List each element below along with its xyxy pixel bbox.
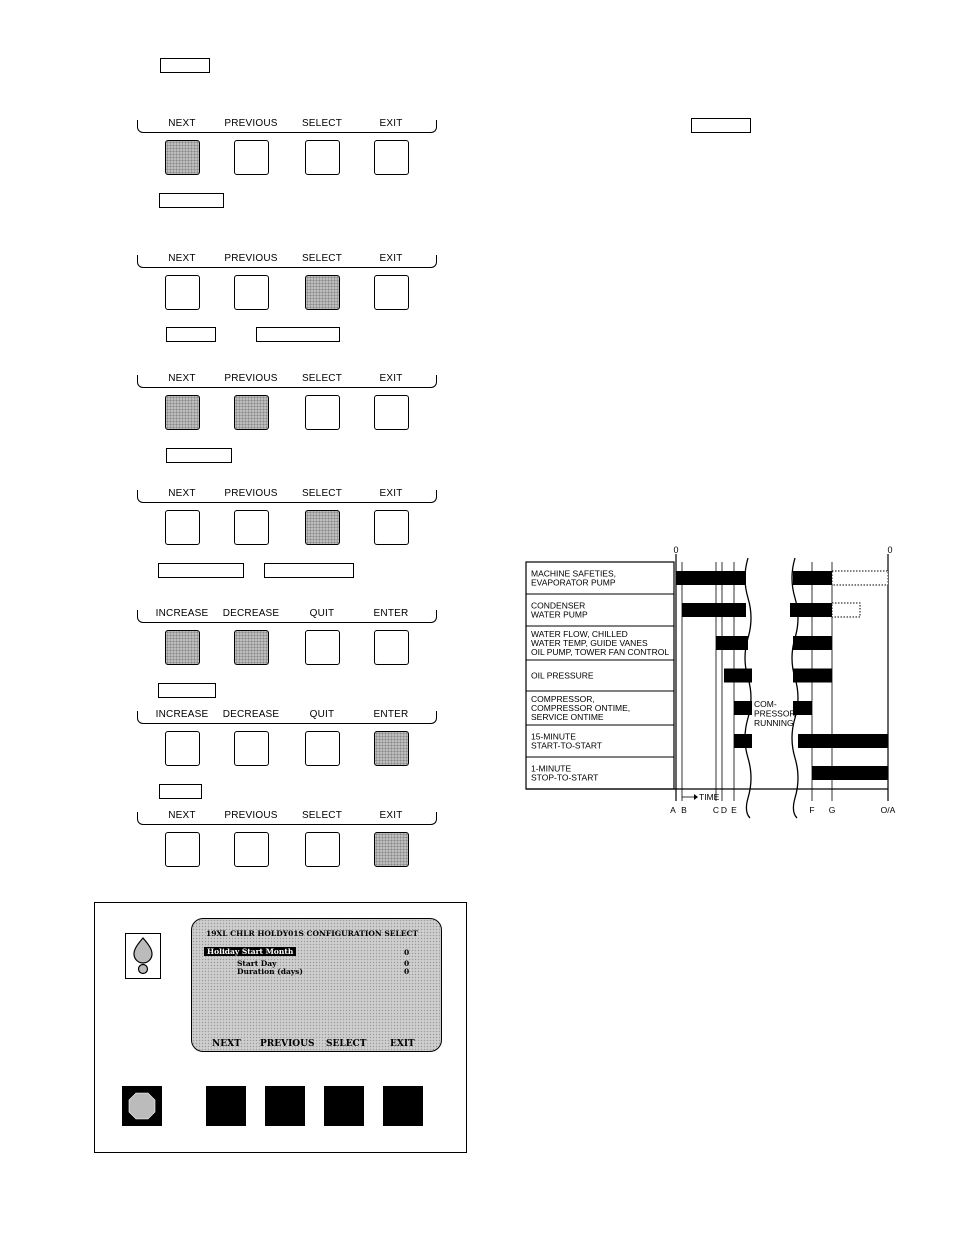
bar — [793, 636, 832, 650]
key-exit-button[interactable] — [374, 832, 409, 867]
key-quit-button[interactable] — [305, 630, 340, 665]
key-previous-button[interactable] — [234, 140, 269, 175]
key-increase-button[interactable] — [165, 731, 200, 766]
key-select-button[interactable] — [305, 395, 340, 430]
key-next-button[interactable] — [165, 510, 200, 545]
keypad-panel — [137, 610, 437, 675]
break-line — [745, 558, 751, 818]
lcd-screen — [191, 918, 442, 1052]
bar — [734, 734, 752, 748]
lcd-softkey-label: PREVIOUS — [260, 1039, 315, 1049]
key-previous-button[interactable] — [234, 510, 269, 545]
row-label: MACHINE SAFETIES, — [531, 568, 617, 579]
lcd-display-panel — [94, 902, 467, 1153]
bar-dotted — [832, 603, 860, 617]
row-label: 15-MINUTE — [531, 731, 576, 742]
top-label: 0 — [673, 545, 679, 555]
key-exit-button[interactable] — [374, 395, 409, 430]
lcd-row-label: Start Day — [237, 959, 277, 968]
key-next-button[interactable] — [165, 832, 200, 867]
key-label: ENTER — [373, 709, 409, 720]
label-box — [159, 193, 224, 208]
key-label: NEXT — [168, 373, 196, 384]
event-label: E — [731, 805, 737, 815]
key-label: PREVIOUS — [224, 810, 278, 821]
key-previous-button[interactable] — [234, 395, 269, 430]
event-label: B — [681, 805, 687, 815]
break-line — [792, 558, 798, 818]
key-next-button[interactable] — [165, 395, 200, 430]
event-label: G — [828, 805, 836, 815]
key-label: NEXT — [168, 253, 196, 264]
row-label: COMPRESSOR, — [531, 693, 595, 704]
lcd-row-value: 0 — [404, 948, 410, 957]
key-label: SELECT — [301, 810, 343, 821]
stop-octagon-icon — [122, 1086, 162, 1126]
key-exit-button[interactable] — [374, 275, 409, 310]
key-label: PREVIOUS — [224, 253, 278, 264]
row-label: SERVICE ONTIME — [531, 712, 604, 723]
running-label: PRESSOR — [754, 708, 796, 719]
bar — [793, 571, 832, 585]
event-label: D — [720, 805, 728, 815]
key-label: PREVIOUS — [224, 118, 278, 129]
stop-button[interactable] — [122, 1086, 162, 1126]
key-select-button[interactable] — [305, 275, 340, 310]
key-decrease-button[interactable] — [234, 731, 269, 766]
key-previous-button[interactable] — [234, 275, 269, 310]
keypad-panel — [137, 812, 437, 877]
row-label: OIL PRESSURE — [531, 670, 594, 681]
bar — [793, 669, 832, 683]
timing-chart — [490, 540, 920, 830]
key-label: QUIT — [309, 709, 335, 720]
lcd-row-label: Duration (days) — [237, 967, 303, 976]
bar-dotted — [832, 571, 888, 585]
key-decrease-button[interactable] — [234, 630, 269, 665]
key-label: DECREASE — [222, 709, 280, 720]
key-label: EXIT — [379, 488, 403, 499]
keypad-panel — [137, 375, 437, 440]
bar — [724, 669, 752, 683]
bar — [716, 636, 748, 650]
key-next-button[interactable] — [165, 275, 200, 310]
bar — [676, 571, 746, 585]
key-exit-button[interactable] — [374, 510, 409, 545]
softkey-exit-button[interactable] — [383, 1086, 423, 1126]
key-label: SELECT — [301, 373, 343, 384]
key-label: SELECT — [301, 253, 343, 264]
key-exit-button[interactable] — [374, 140, 409, 175]
key-label: EXIT — [379, 253, 403, 264]
lcd-softkey-label: SELECT — [326, 1039, 367, 1049]
row-label: WATER PUMP — [531, 609, 588, 620]
keypad-panel — [137, 255, 437, 320]
lcd-softkey-label: NEXT — [212, 1039, 241, 1049]
label-box — [158, 683, 216, 698]
lcd-row-label: Holiday Start Month — [204, 947, 296, 956]
time-label: TIME — [699, 792, 720, 802]
key-label: PREVIOUS — [224, 373, 278, 384]
key-label: NEXT — [168, 488, 196, 499]
key-previous-button[interactable] — [234, 832, 269, 867]
row-label: START-TO-START — [531, 740, 602, 751]
lcd-row-value: 0 — [404, 967, 410, 976]
key-label: SELECT — [301, 118, 343, 129]
bar — [798, 734, 888, 748]
key-label: SELECT — [301, 488, 343, 499]
bar — [790, 603, 832, 617]
label-box — [159, 784, 202, 799]
lcd-header: 19XL CHLR HOLDY01S CONFIGURATION SELECT — [206, 929, 419, 938]
time-arrow-head — [694, 794, 698, 800]
key-label: QUIT — [309, 608, 335, 619]
running-label: RUNNING — [754, 718, 794, 728]
row-label: STOP-TO-START — [531, 772, 599, 783]
key-label: DECREASE — [222, 608, 280, 619]
row-label: CONDENSER — [531, 600, 586, 611]
bar — [682, 603, 746, 617]
key-select-button[interactable] — [305, 510, 340, 545]
key-enter-button[interactable] — [374, 630, 409, 665]
event-label: C — [712, 805, 720, 815]
key-label: EXIT — [379, 373, 403, 384]
label-box — [256, 327, 340, 342]
event-label: O/A — [880, 805, 896, 815]
key-enter-button[interactable] — [374, 731, 409, 766]
label-box — [166, 448, 232, 463]
lcd-row-value: 0 — [404, 959, 410, 968]
alarm-icon — [125, 933, 161, 979]
row-label: WATER FLOW, CHILLED — [531, 628, 628, 639]
keypad-panel — [137, 490, 437, 555]
softkey-next-button[interactable] — [206, 1086, 246, 1126]
label-box — [158, 563, 244, 578]
key-label: INCREASE — [155, 709, 209, 720]
label-box — [691, 118, 751, 133]
keypad-panel — [137, 711, 437, 776]
key-quit-button[interactable] — [305, 731, 340, 766]
key-select-button[interactable] — [305, 832, 340, 867]
lcd-softkey-label: EXIT — [390, 1039, 415, 1049]
key-select-button[interactable] — [305, 140, 340, 175]
bar — [812, 766, 888, 780]
label-box — [166, 327, 216, 342]
event-label: F — [809, 805, 815, 815]
key-label: NEXT — [168, 810, 196, 821]
keypad-panel — [137, 120, 437, 185]
key-next-button[interactable] — [165, 140, 200, 175]
running-label: COM- — [754, 699, 777, 709]
key-label: ENTER — [373, 608, 409, 619]
top-label: 0 — [887, 545, 893, 555]
key-label: EXIT — [379, 118, 403, 129]
event-label: A — [670, 805, 676, 815]
row-label: 1-MINUTE — [531, 763, 572, 774]
softkey-select-button[interactable] — [324, 1086, 364, 1126]
row-label: EVAPORATOR PUMP — [531, 577, 616, 588]
softkey-previous-button[interactable] — [265, 1086, 305, 1126]
key-label: EXIT — [379, 810, 403, 821]
row-label: COMPRESSOR ONTIME, — [531, 703, 631, 713]
label-box — [160, 58, 210, 73]
row-label: WATER TEMP, GUIDE VANES — [531, 638, 648, 648]
key-label: NEXT — [168, 118, 196, 129]
key-label: PREVIOUS — [224, 488, 278, 499]
key-label: INCREASE — [155, 608, 209, 619]
key-increase-button[interactable] — [165, 630, 200, 665]
label-box — [264, 563, 354, 578]
row-label: OIL PUMP, TOWER FAN CONTROL — [531, 647, 670, 658]
